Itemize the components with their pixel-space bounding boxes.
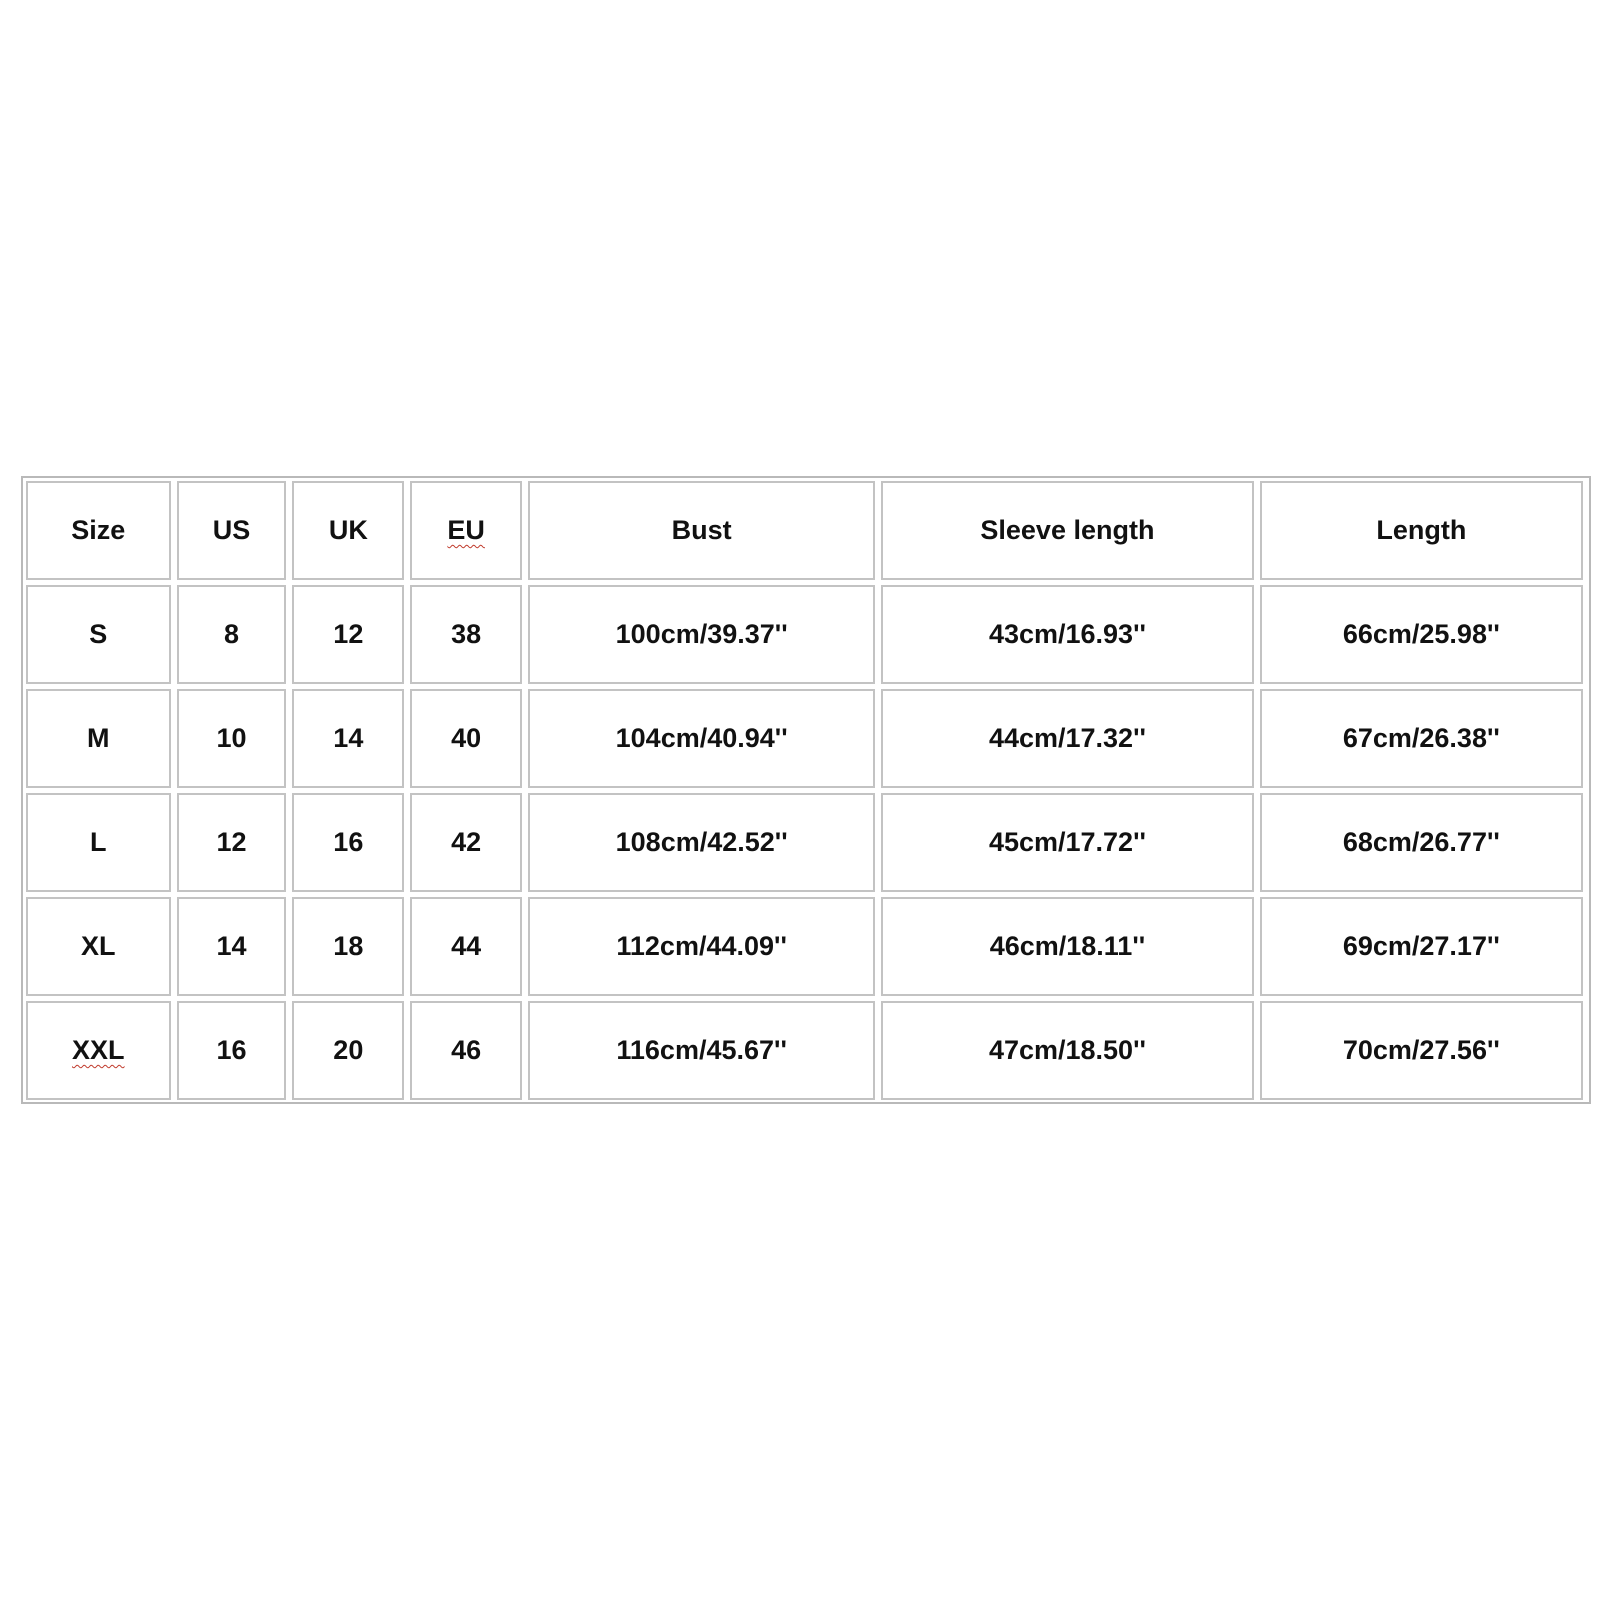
cell-us: 14	[177, 897, 287, 996]
header-eu: EU	[410, 481, 522, 580]
cell-us: 10	[177, 689, 287, 788]
cell-eu: 42	[410, 793, 522, 892]
cell-sleeve-length: 46cm/18.11''	[881, 897, 1253, 996]
cell-bust: 100cm/39.37''	[528, 585, 875, 684]
cell-size: M	[26, 689, 171, 788]
size-chart-table	[20, 476, 1589, 1105]
cell-length: 69cm/27.17''	[1260, 897, 1583, 996]
cell-uk: 14	[292, 689, 404, 788]
cell-us: 8	[177, 585, 287, 684]
table-row	[26, 897, 1583, 996]
cell-uk: 16	[292, 793, 404, 892]
table-row	[26, 1001, 1583, 1100]
cell-uk: 20	[292, 1001, 404, 1100]
cell-size: S	[26, 585, 171, 684]
header-uk: UK	[292, 481, 404, 580]
cell-length: 70cm/27.56''	[1260, 1001, 1583, 1100]
cell-size: L	[26, 793, 171, 892]
size-chart-frame	[21, 476, 1591, 1104]
cell-size: XL	[26, 897, 171, 996]
cell-sleeve-length: 47cm/18.50''	[881, 1001, 1253, 1100]
cell-eu: 38	[410, 585, 522, 684]
cell-sleeve-length: 45cm/17.72''	[881, 793, 1253, 892]
header-sleeve-length: Sleeve length	[881, 481, 1253, 580]
header-us: US	[177, 481, 287, 580]
table-row	[26, 585, 1583, 684]
cell-length: 67cm/26.38''	[1260, 689, 1583, 788]
cell-uk: 12	[292, 585, 404, 684]
cell-eu: 46	[410, 1001, 522, 1100]
cell-us: 16	[177, 1001, 287, 1100]
table-row	[26, 689, 1583, 788]
cell-eu: 44	[410, 897, 522, 996]
cell-uk: 18	[292, 897, 404, 996]
cell-sleeve-length: 44cm/17.32''	[881, 689, 1253, 788]
header-length: Length	[1260, 481, 1583, 580]
cell-us: 12	[177, 793, 287, 892]
cell-bust: 112cm/44.09''	[528, 897, 875, 996]
table-row	[26, 793, 1583, 892]
cell-sleeve-length: 43cm/16.93''	[881, 585, 1253, 684]
header-size: Size	[26, 481, 171, 580]
cell-bust: 116cm/45.67''	[528, 1001, 875, 1100]
header-bust: Bust	[528, 481, 875, 580]
table-header-row	[26, 481, 1583, 580]
cell-length: 68cm/26.77''	[1260, 793, 1583, 892]
cell-length: 66cm/25.98''	[1260, 585, 1583, 684]
cell-size: XXL	[26, 1001, 171, 1100]
cell-eu: 40	[410, 689, 522, 788]
cell-bust: 108cm/42.52''	[528, 793, 875, 892]
cell-bust: 104cm/40.94''	[528, 689, 875, 788]
